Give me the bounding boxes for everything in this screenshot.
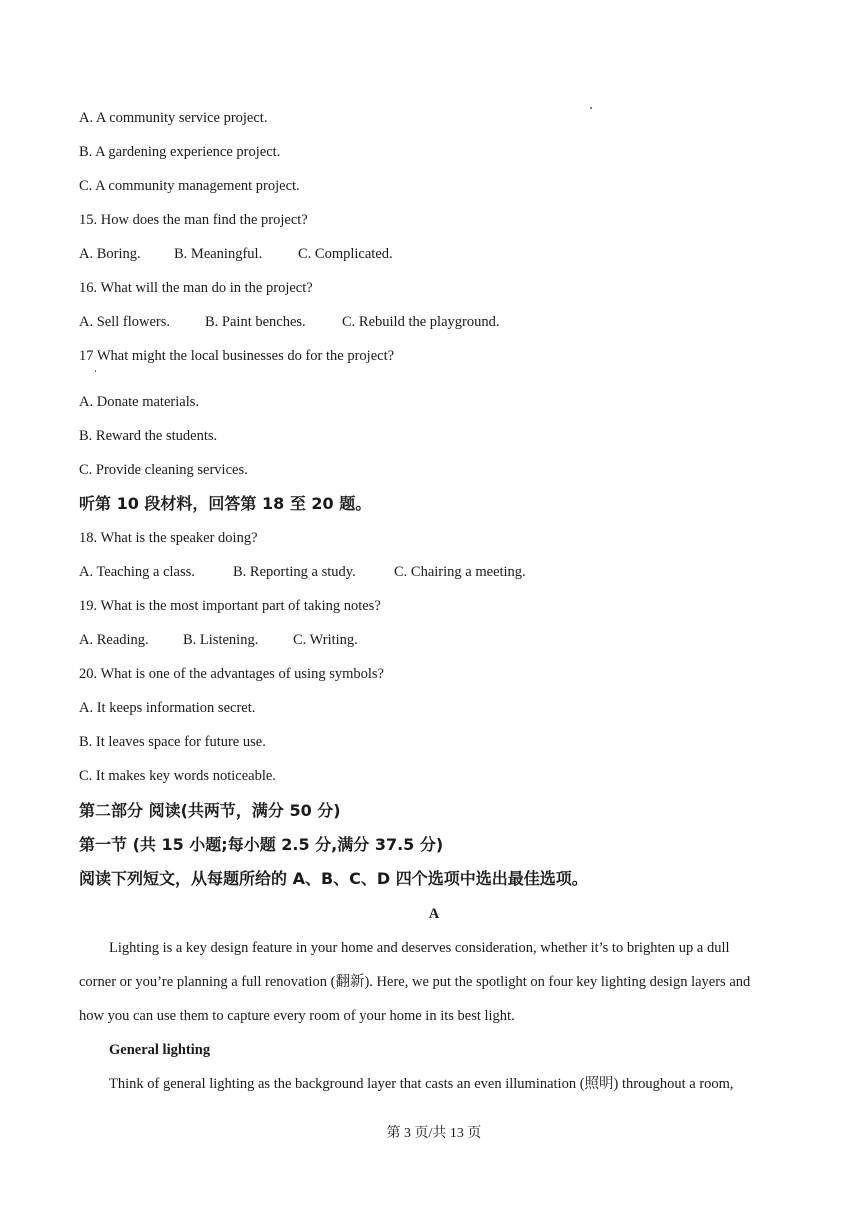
q19-option-a: A. Reading. xyxy=(79,632,149,648)
q20-option-b: B. It leaves space for future use. xyxy=(79,734,266,750)
q16-option-a: A. Sell flowers. xyxy=(79,314,171,330)
passage-letter: A xyxy=(428,906,440,922)
q18-option-a: A. Teaching a class. xyxy=(79,564,195,580)
q14-option-a: A. A community service project. xyxy=(79,110,268,126)
passage-line-2: corner or you’re planning a full renovation (翻新). Here, we put the spotlight on four key lighting design layers and xyxy=(79,974,751,990)
q17-option-b: B. Reward the students. xyxy=(79,428,218,444)
q15-option-c: C. Complicated. xyxy=(298,246,393,262)
subheading-general-lighting: General lighting xyxy=(109,1042,211,1058)
q16-question: 16. What will the man do in the project? xyxy=(79,280,313,296)
scan-speck xyxy=(590,107,592,109)
q16-option-c: C. Rebuild the playground. xyxy=(342,314,500,330)
page-footer: 第 3 页/共 13 页 xyxy=(386,1126,482,1141)
q15-option-a: A. Boring. xyxy=(79,246,141,262)
q18-question: 18. What is the speaker doing? xyxy=(79,530,258,546)
q14-option-b: B. A gardening experience project. xyxy=(79,144,281,160)
q17-question: 17 What might the local businesses do for the project? xyxy=(79,348,395,364)
q17-option-c: C. Provide cleaning services. xyxy=(79,462,248,478)
q20-option-c: C. It makes key words noticeable. xyxy=(79,768,276,784)
section-one-heading: 第一节 (共 15 小题;每小题 2.5 分,满分 37.5 分) xyxy=(79,835,444,854)
passage-line-3: how you can use them to capture every room of your home in its best light. xyxy=(79,1008,515,1024)
section-10-heading: 听第 10 段材料，回答第 18 至 20 题。 xyxy=(79,494,372,513)
q20-option-a: A. It keeps information secret. xyxy=(79,700,256,716)
q17-option-a: A. Donate materials. xyxy=(79,394,199,410)
q19-question: 19. What is the most important part of taking notes? xyxy=(79,598,381,614)
general-lighting-line: Think of general lighting as the background layer that casts an even illumination (照明) throughout a room, xyxy=(109,1076,734,1092)
q18-option-b: B. Reporting a study. xyxy=(233,564,356,580)
q19-option-b: B. Listening. xyxy=(183,632,259,648)
q14-option-c: C. A community management project. xyxy=(79,178,300,194)
q19-option-c: C. Writing. xyxy=(293,632,358,648)
scan-speck xyxy=(95,370,96,372)
reading-instruction: 阅读下列短文，从每题所给的 A、B、C、D 四个选项中选出最佳选项。 xyxy=(79,869,588,888)
q20-question: 20. What is one of the advantages of using symbols? xyxy=(79,666,384,682)
q15-option-b: B. Meaningful. xyxy=(174,246,263,262)
q18-option-c: C. Chairing a meeting. xyxy=(394,564,526,580)
part-two-heading: 第二部分 阅读(共两节，满分 50 分) xyxy=(79,801,341,820)
passage-line-1: Lighting is a key design feature in your home and deserves consideration, whether it’s to brighten up a dull xyxy=(109,940,730,956)
q16-option-b: B. Paint benches. xyxy=(205,314,306,330)
q15-question: 15. How does the man find the project? xyxy=(79,212,308,228)
